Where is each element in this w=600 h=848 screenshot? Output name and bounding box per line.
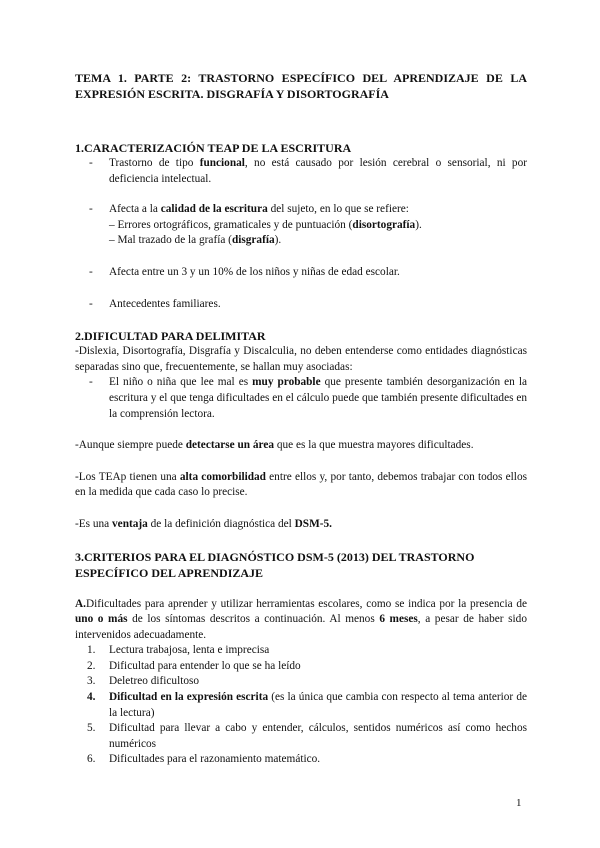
text: Antecedentes familiares. bbox=[109, 297, 221, 310]
text: de la definición diagnóstica del bbox=[147, 517, 295, 530]
list-item bbox=[75, 690, 527, 721]
text: , no está causado por lesión cerebral o sensorial, ni por deficiencia intelectual. bbox=[109, 157, 527, 185]
text: -Aunque siempre puede bbox=[75, 439, 186, 452]
item-number: 3. bbox=[87, 675, 96, 688]
bold-text: DSM-5. bbox=[294, 517, 332, 530]
list-item bbox=[75, 721, 527, 752]
bold-text: ventaja bbox=[112, 517, 148, 530]
paragraph bbox=[75, 597, 527, 644]
list-item: - Afecta entre un 3 y un 10% de los niños y niñas de edad escolar. bbox=[89, 265, 400, 278]
list-item bbox=[75, 643, 527, 659]
text: El niño o niña que lee mal es bbox=[109, 376, 253, 389]
text: Lectura trabajosa, lenta e imprecisa bbox=[109, 644, 270, 657]
list-item: - Trastorno de tipo funcional, no está causado por lesión cerebral o sensorial, ni por deficiencia intelectual. bbox=[89, 157, 527, 185]
bold-text: uno o más bbox=[75, 613, 128, 626]
document-page bbox=[75, 70, 527, 768]
bold-text: 6 meses bbox=[379, 613, 418, 626]
section-3-heading: 3.CRITERIOS PARA EL DIAGNÓSTICO DSM-5 (2013) DEL TRASTORNO ESPECÍFICO DEL APRENDIZAJE bbox=[75, 549, 475, 580]
section-2-heading: 2.DIFICULTAD PARA DELIMITAR bbox=[75, 329, 266, 344]
paragraph bbox=[75, 517, 527, 533]
section-1-list bbox=[75, 156, 527, 312]
text: ). bbox=[415, 218, 422, 231]
item-number: 1. bbox=[87, 644, 96, 657]
item-number: 6. bbox=[87, 753, 96, 766]
text: entre ellos y, por tanto, debemos trabajar con todos ellos en la medida que cada caso lo precise. bbox=[75, 470, 527, 499]
text: de los síntomas descritos a continuación. Al menos bbox=[127, 613, 380, 626]
bold-text: A. bbox=[75, 597, 86, 610]
text: Dificultad para entender lo que se ha leído bbox=[109, 659, 301, 672]
text: , a pesar de haber sido intervenidos adecuadamente. bbox=[75, 613, 527, 641]
text: – Errores ortográficos, gramaticales y de puntuación ( bbox=[109, 218, 353, 231]
paragraph bbox=[75, 470, 527, 501]
list-item: - Antecedentes familiares. bbox=[89, 297, 221, 310]
text: Dificultades para aprender y utilizar herramientas escolares, como se indica por la presencia de bbox=[85, 597, 527, 610]
list-item: - El niño o niña que lee mal es muy probable que presente también desorganización en la escritura y el que tenga dificultades en el cálculo puede que también presente dificultades en la comprensión lectora. bbox=[89, 376, 527, 420]
text: -Es una bbox=[75, 517, 113, 530]
bold-text: funcional bbox=[199, 157, 245, 169]
page-number: 1 bbox=[516, 797, 522, 809]
bold-text: disgrafía bbox=[231, 234, 275, 247]
section-2-list bbox=[75, 375, 527, 422]
text: (es la única que cambia con respecto al tema anterior de la lectura) bbox=[109, 691, 527, 719]
text: Deletreo dificultoso bbox=[109, 675, 200, 688]
text: que presente también desorganización en la escritura y el que tenga dificultades en el cálculo puede que también presente dificultades en la comprensión lectora. bbox=[109, 376, 527, 420]
document-title: TEMA 1. PARTE 2: TRASTORNO ESPECÍFICO DEL APRENDIZAJE DE LA EXPRESIÓN ESCRITA. DISGRAFÍA Y DISORTOGRAFÍA bbox=[75, 71, 527, 101]
paragraph bbox=[75, 438, 527, 454]
text: – Mal trazado de la grafía ( bbox=[109, 234, 232, 247]
item-number: 2. bbox=[87, 659, 96, 672]
text: del sujeto, en lo que se refiere: bbox=[267, 203, 409, 216]
list-item: - Afecta a la calidad de la escritura del sujeto, en lo que se refiere: – Errores ortográficos, gramaticales y de puntuación (disortografía). – Mal trazado de la grafía (disgrafía). bbox=[89, 203, 422, 247]
text: que es la que muestra mayores dificultades. bbox=[274, 439, 474, 452]
criteria-list bbox=[75, 643, 527, 768]
list-item bbox=[75, 674, 527, 690]
text: Dificultades para el razonamiento matemático. bbox=[109, 753, 321, 766]
item-number: 4. bbox=[87, 691, 96, 704]
text: Afecta a la bbox=[109, 203, 161, 216]
bold-text: Dificultad en la expresión escrita bbox=[109, 691, 269, 704]
bold-text: detectarse un área bbox=[185, 439, 275, 452]
list-item bbox=[75, 659, 527, 675]
bold-text: disortografía bbox=[352, 218, 416, 231]
bold-text: calidad de la escritura bbox=[160, 203, 268, 216]
section-1-heading: 1.CARACTERIZACIÓN TEAP DE LA ESCRITURA bbox=[75, 141, 352, 155]
text: Afecta entre un 3 y un 10% de los niños y niñas de edad escolar. bbox=[109, 265, 400, 278]
bold-text: muy probable bbox=[252, 376, 321, 389]
text: Trastorno de tipo bbox=[109, 157, 200, 169]
text: ). bbox=[274, 234, 282, 247]
text: Dificultad para llevar a cabo y entender, cálculos, sentidos numéricos así como hechos numéricos bbox=[109, 722, 527, 750]
list-item bbox=[75, 752, 527, 768]
text: -Los TEAp tienen una bbox=[75, 470, 180, 483]
bold-text: alta comorbilidad bbox=[179, 470, 266, 483]
paragraph: -Dislexia, Disortografía, Disgrafía y Discalculia, no deben entenderse como entidades diagnósticas separadas sino que, frecuentemente, se hallan muy asociadas: bbox=[75, 345, 527, 373]
item-number: 5. bbox=[87, 722, 96, 735]
